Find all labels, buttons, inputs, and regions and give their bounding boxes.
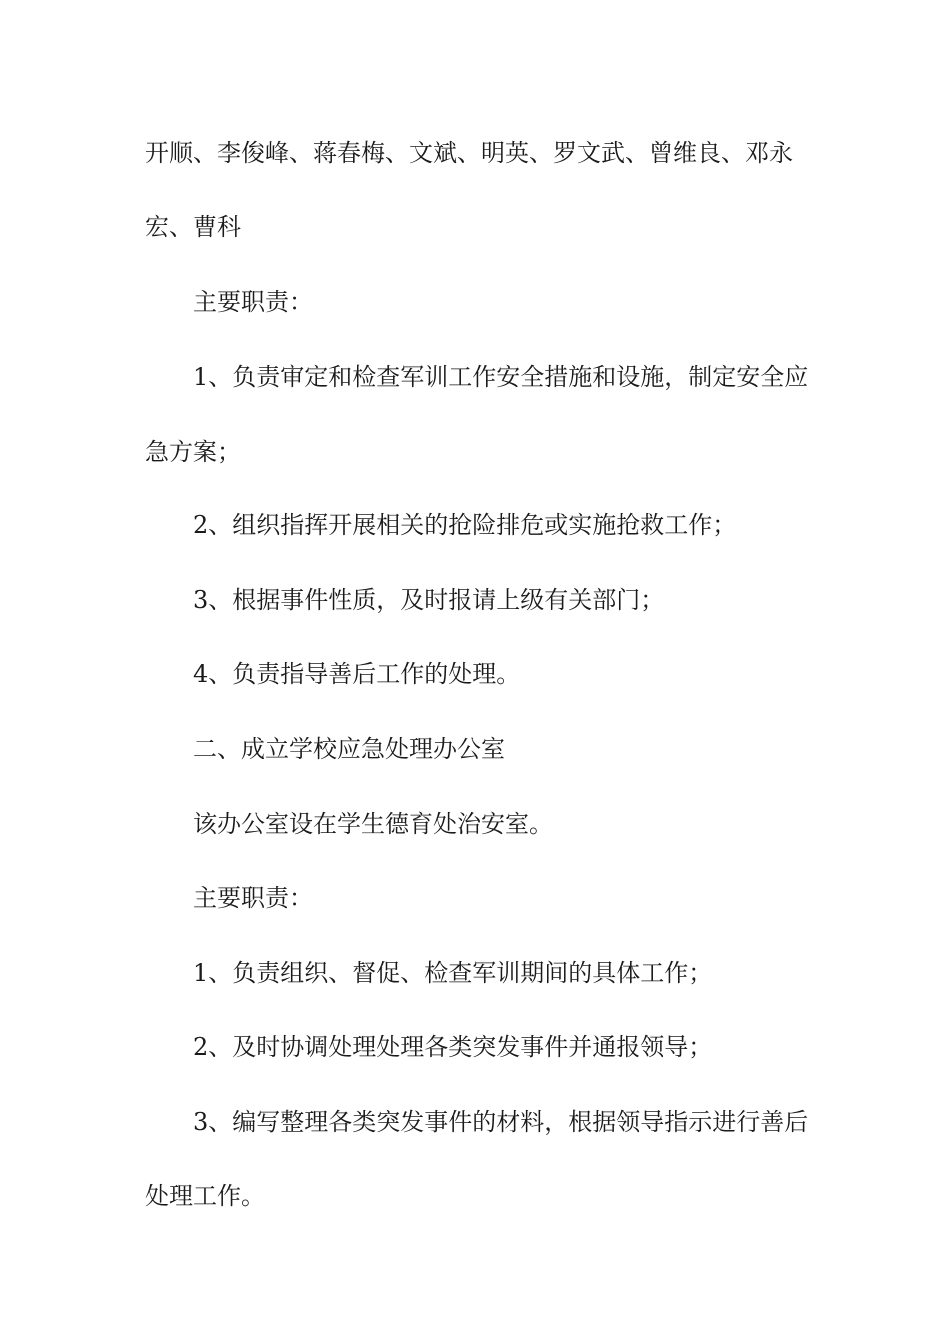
- text-line-names-end: 宏、曹科: [145, 213, 241, 241]
- office-duty-item-2: 2、及时协调处理处理各类突发事件并通报领导；: [193, 1033, 713, 1061]
- section-heading-duties-2: 主要职责：: [193, 884, 313, 912]
- office-location-text: 该办公室设在学生德育处治安室。: [193, 810, 553, 838]
- text-line-names-continued: 开顺、李俊峰、蒋春梅、文斌、明英、罗文武、曾维良、邓永: [145, 139, 793, 167]
- office-duty-item-3-continued: 处理工作。: [145, 1182, 265, 1210]
- office-duty-item-3: 3、编写整理各类突发事件的材料，根据领导指示进行善后: [193, 1108, 809, 1136]
- section-heading-duties-1: 主要职责：: [193, 288, 313, 316]
- duty-item-4: 4、负责指导善后工作的处理。: [193, 660, 521, 688]
- duty-item-3: 3、根据事件性质，及时报请上级有关部门；: [193, 586, 665, 614]
- duty-item-1-continued: 急方案；: [145, 438, 241, 466]
- duty-item-2: 2、组织指挥开展相关的抢险排危或实施抢救工作；: [193, 511, 737, 539]
- duty-item-1: 1、负责审定和检查军训工作安全措施和设施，制定安全应: [193, 363, 809, 391]
- section-heading-office: 二、成立学校应急处理办公室: [193, 735, 505, 763]
- office-duty-item-1: 1、负责组织、督促、检查军训期间的具体工作；: [193, 959, 713, 987]
